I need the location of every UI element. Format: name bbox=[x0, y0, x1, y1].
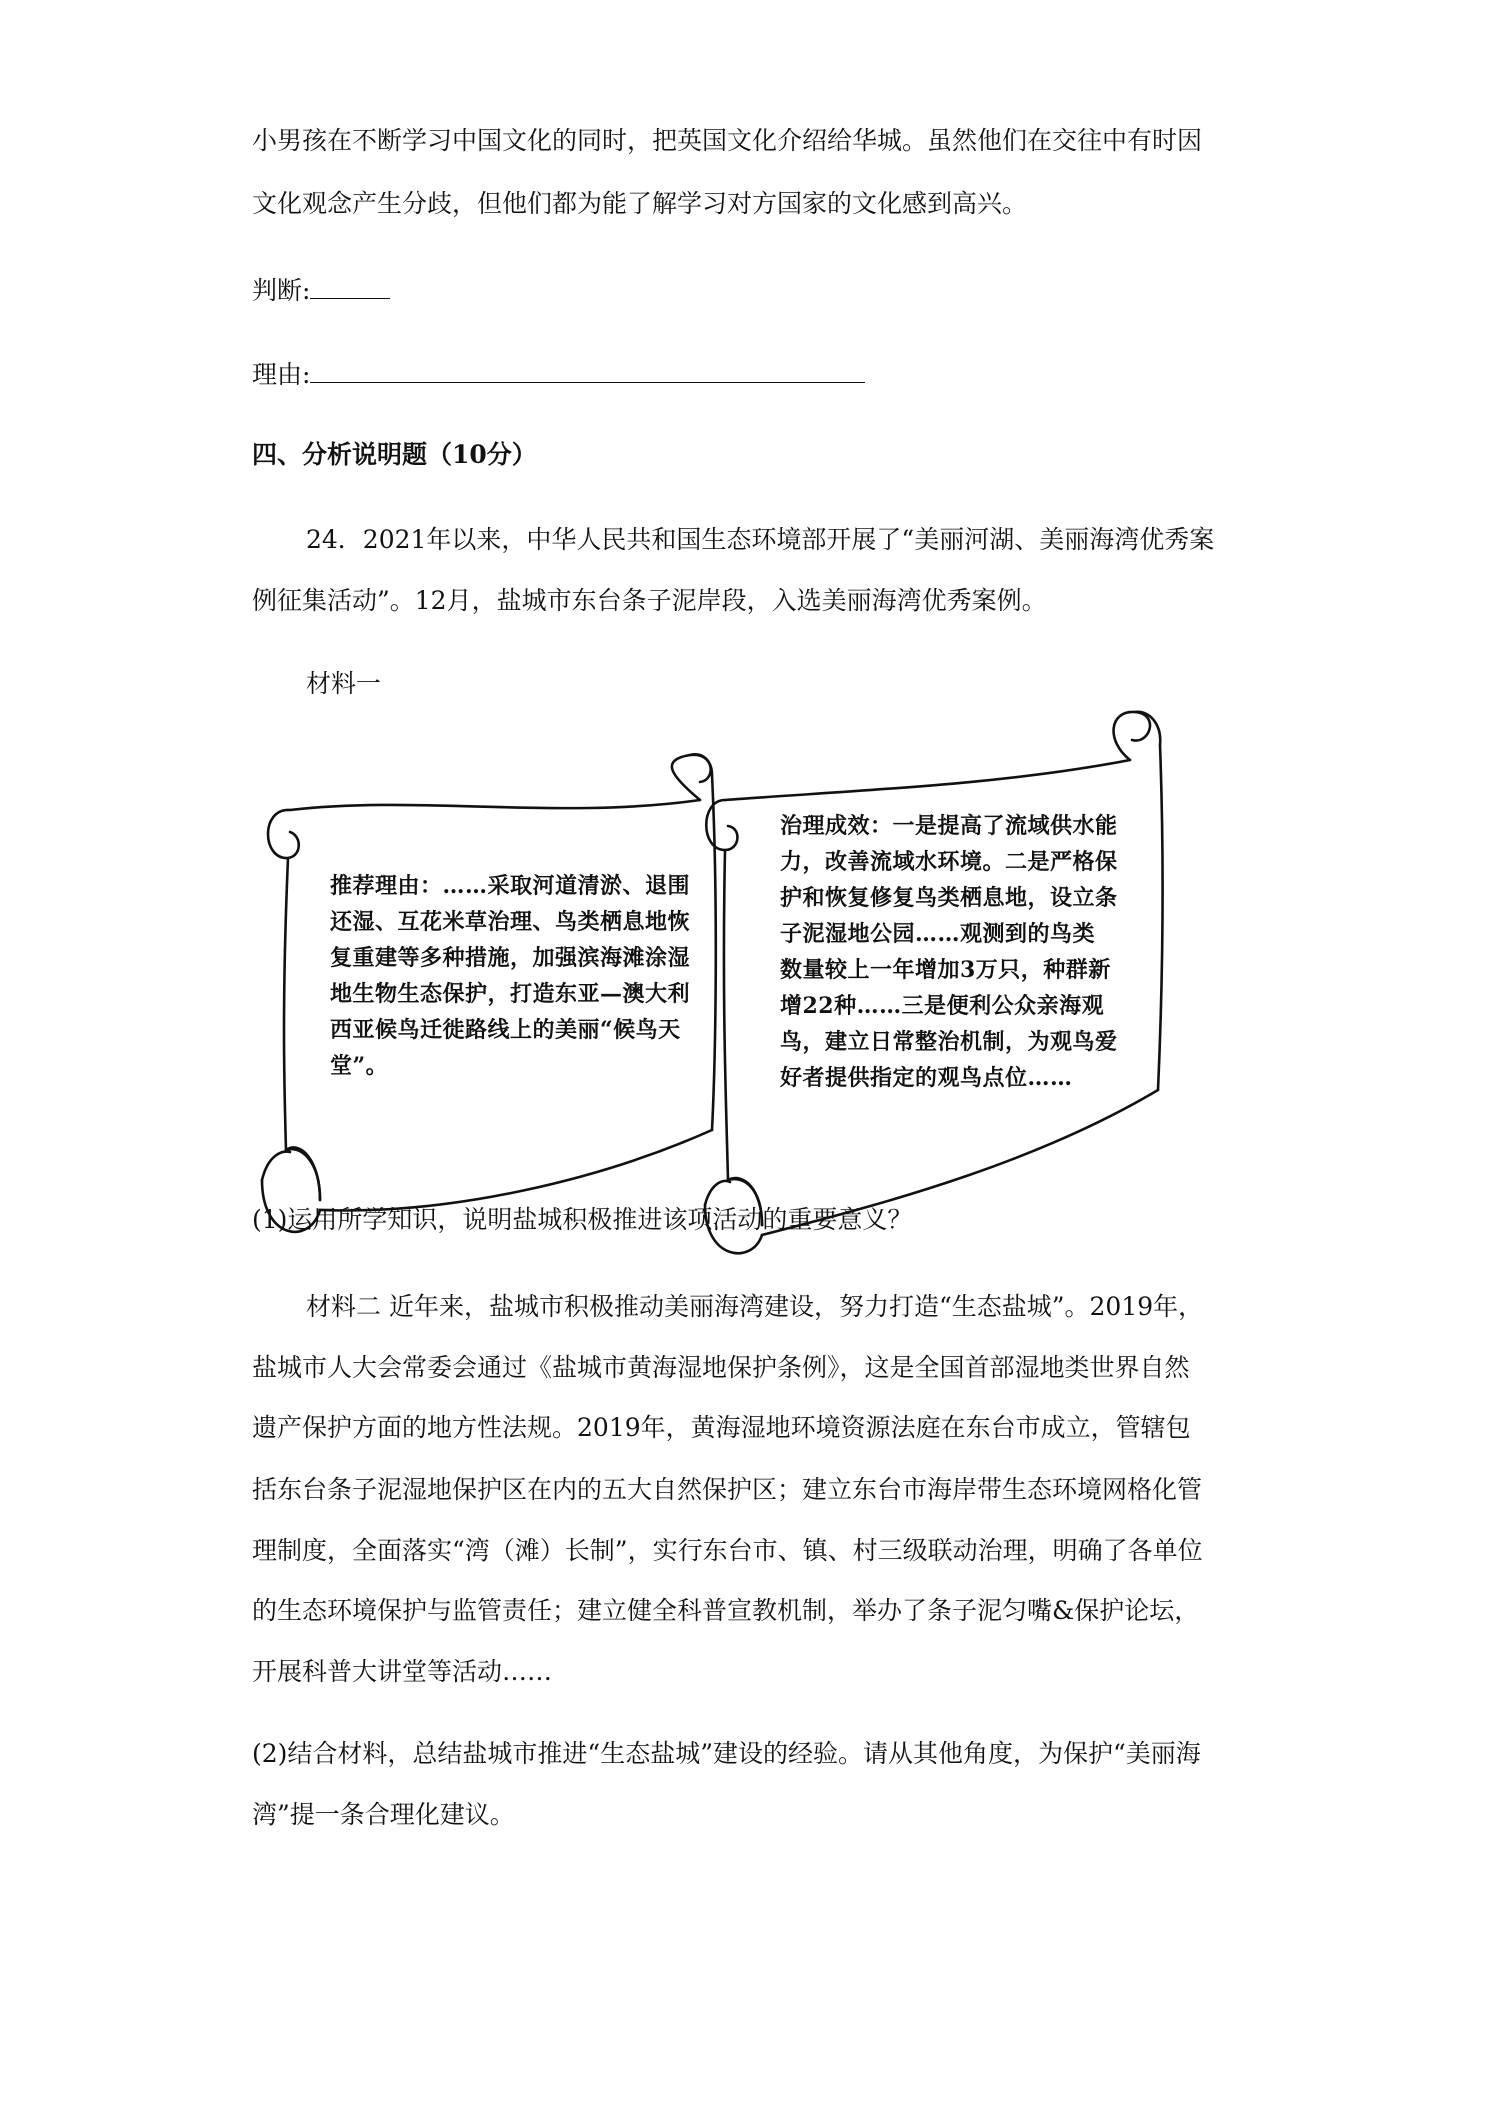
right-scroll-line: 治理成效：一是提高了流域供水能 bbox=[780, 813, 1118, 839]
judgment-label: 判断: bbox=[252, 276, 311, 305]
material2-line-3: 遗产保护方面的地方性法规。2019年，黄海湿地环境资源法庭在东台市成立，管辖包 bbox=[252, 1413, 1191, 1442]
material2-line-4: 括东台条子泥湿地保护区在内的五大自然保护区；建立东台市海岸带生态环境网格化管 bbox=[252, 1475, 1203, 1504]
right-scroll-line: 力，改善流域水环境。二是严格保 bbox=[780, 849, 1118, 875]
material2-line-5: 理制度，全面落实“湾（滩）长制”，实行东台市、镇、村三级联动治理，明确了各单位 bbox=[252, 1536, 1203, 1565]
right-scroll-text bbox=[780, 808, 1118, 1096]
left-scroll-text bbox=[330, 868, 690, 1084]
material2-line-6: 的生态环境保护与监管责任；建立健全科普宣教机制，举办了条子泥匀嘴&保护论坛， bbox=[252, 1596, 1200, 1625]
left-scroll-line: 地生物生态保护，打造东亚—澳大利 bbox=[330, 981, 691, 1007]
left-scroll-line: 推荐理由：……采取河道清淤、退围 bbox=[330, 873, 691, 899]
left-scroll-line: 还湿、互花米草治理、鸟类栖息地恢 bbox=[330, 909, 691, 935]
intro-line-2: 文化观念产生分歧，但他们都为能了解学习对方国家的文化感到高兴。 bbox=[252, 189, 1028, 218]
intro-line-1: 小男孩在不断学习中国文化的同时，把英国文化介绍给华城。虽然他们在交往中有时因 bbox=[252, 126, 1203, 155]
right-scroll-line: 鸟，建立日常整治机制，为观鸟爱 bbox=[780, 1029, 1118, 1055]
material1-label: 材料一 bbox=[306, 669, 382, 698]
right-scroll-line: 子泥湿地公园……观测到的鸟类 bbox=[780, 921, 1096, 947]
material2-line-7: 开展科普大讲堂等活动…… bbox=[252, 1657, 553, 1686]
material2-line-1: 材料二 近年来，盐城市积极推动美丽海湾建设，努力打造“生态盐城”。2019年， bbox=[306, 1292, 1204, 1321]
question-2-line-1: (2)结合材料，总结盐城市推进“生态盐城”建设的经验。请从其他角度，为保护“美丽海 bbox=[252, 1739, 1201, 1768]
material2-line-2: 盐城市人大会常委会通过《盐城市黄海湿地保护条例》，这是全国首部湿地类世界自然 bbox=[252, 1353, 1190, 1382]
left-scroll-line: 复重建等多种措施，加强滨海滩涂湿 bbox=[330, 945, 691, 971]
right-scroll-line: 数量较上一年增加3万只，种群新 bbox=[780, 957, 1111, 983]
left-scroll-line: 堂”。 bbox=[330, 1053, 389, 1079]
left-scroll-line: 西亚候鸟迁徙路线上的美丽“候鸟天 bbox=[330, 1017, 681, 1043]
right-scroll-line: 增22种……三是便利公众亲海观 bbox=[780, 993, 1105, 1019]
right-scroll-line: 护和恢复修复鸟类栖息地，设立条 bbox=[780, 885, 1118, 911]
q24-line-1: 24．2021年以来，中华人民共和国生态环境部开展了“美丽河湖、美丽海湾优秀案 bbox=[306, 525, 1215, 554]
section-title: 四、分析说明题（10分） bbox=[252, 440, 537, 469]
question-2-line-2: 湾”提一条合理化建议。 bbox=[252, 1800, 515, 1829]
reason-label: 理由: bbox=[252, 360, 311, 389]
q24-line-2: 例征集活动”。12月，盐城市东台条子泥岸段，入选美丽海湾优秀案例。 bbox=[252, 586, 1047, 615]
right-scroll-line: 好者提供指定的观鸟点位…… bbox=[780, 1065, 1073, 1091]
question-1: (1)运用所学知识，说明盐城积极推进该项活动的重要意义？ bbox=[252, 1205, 913, 1234]
